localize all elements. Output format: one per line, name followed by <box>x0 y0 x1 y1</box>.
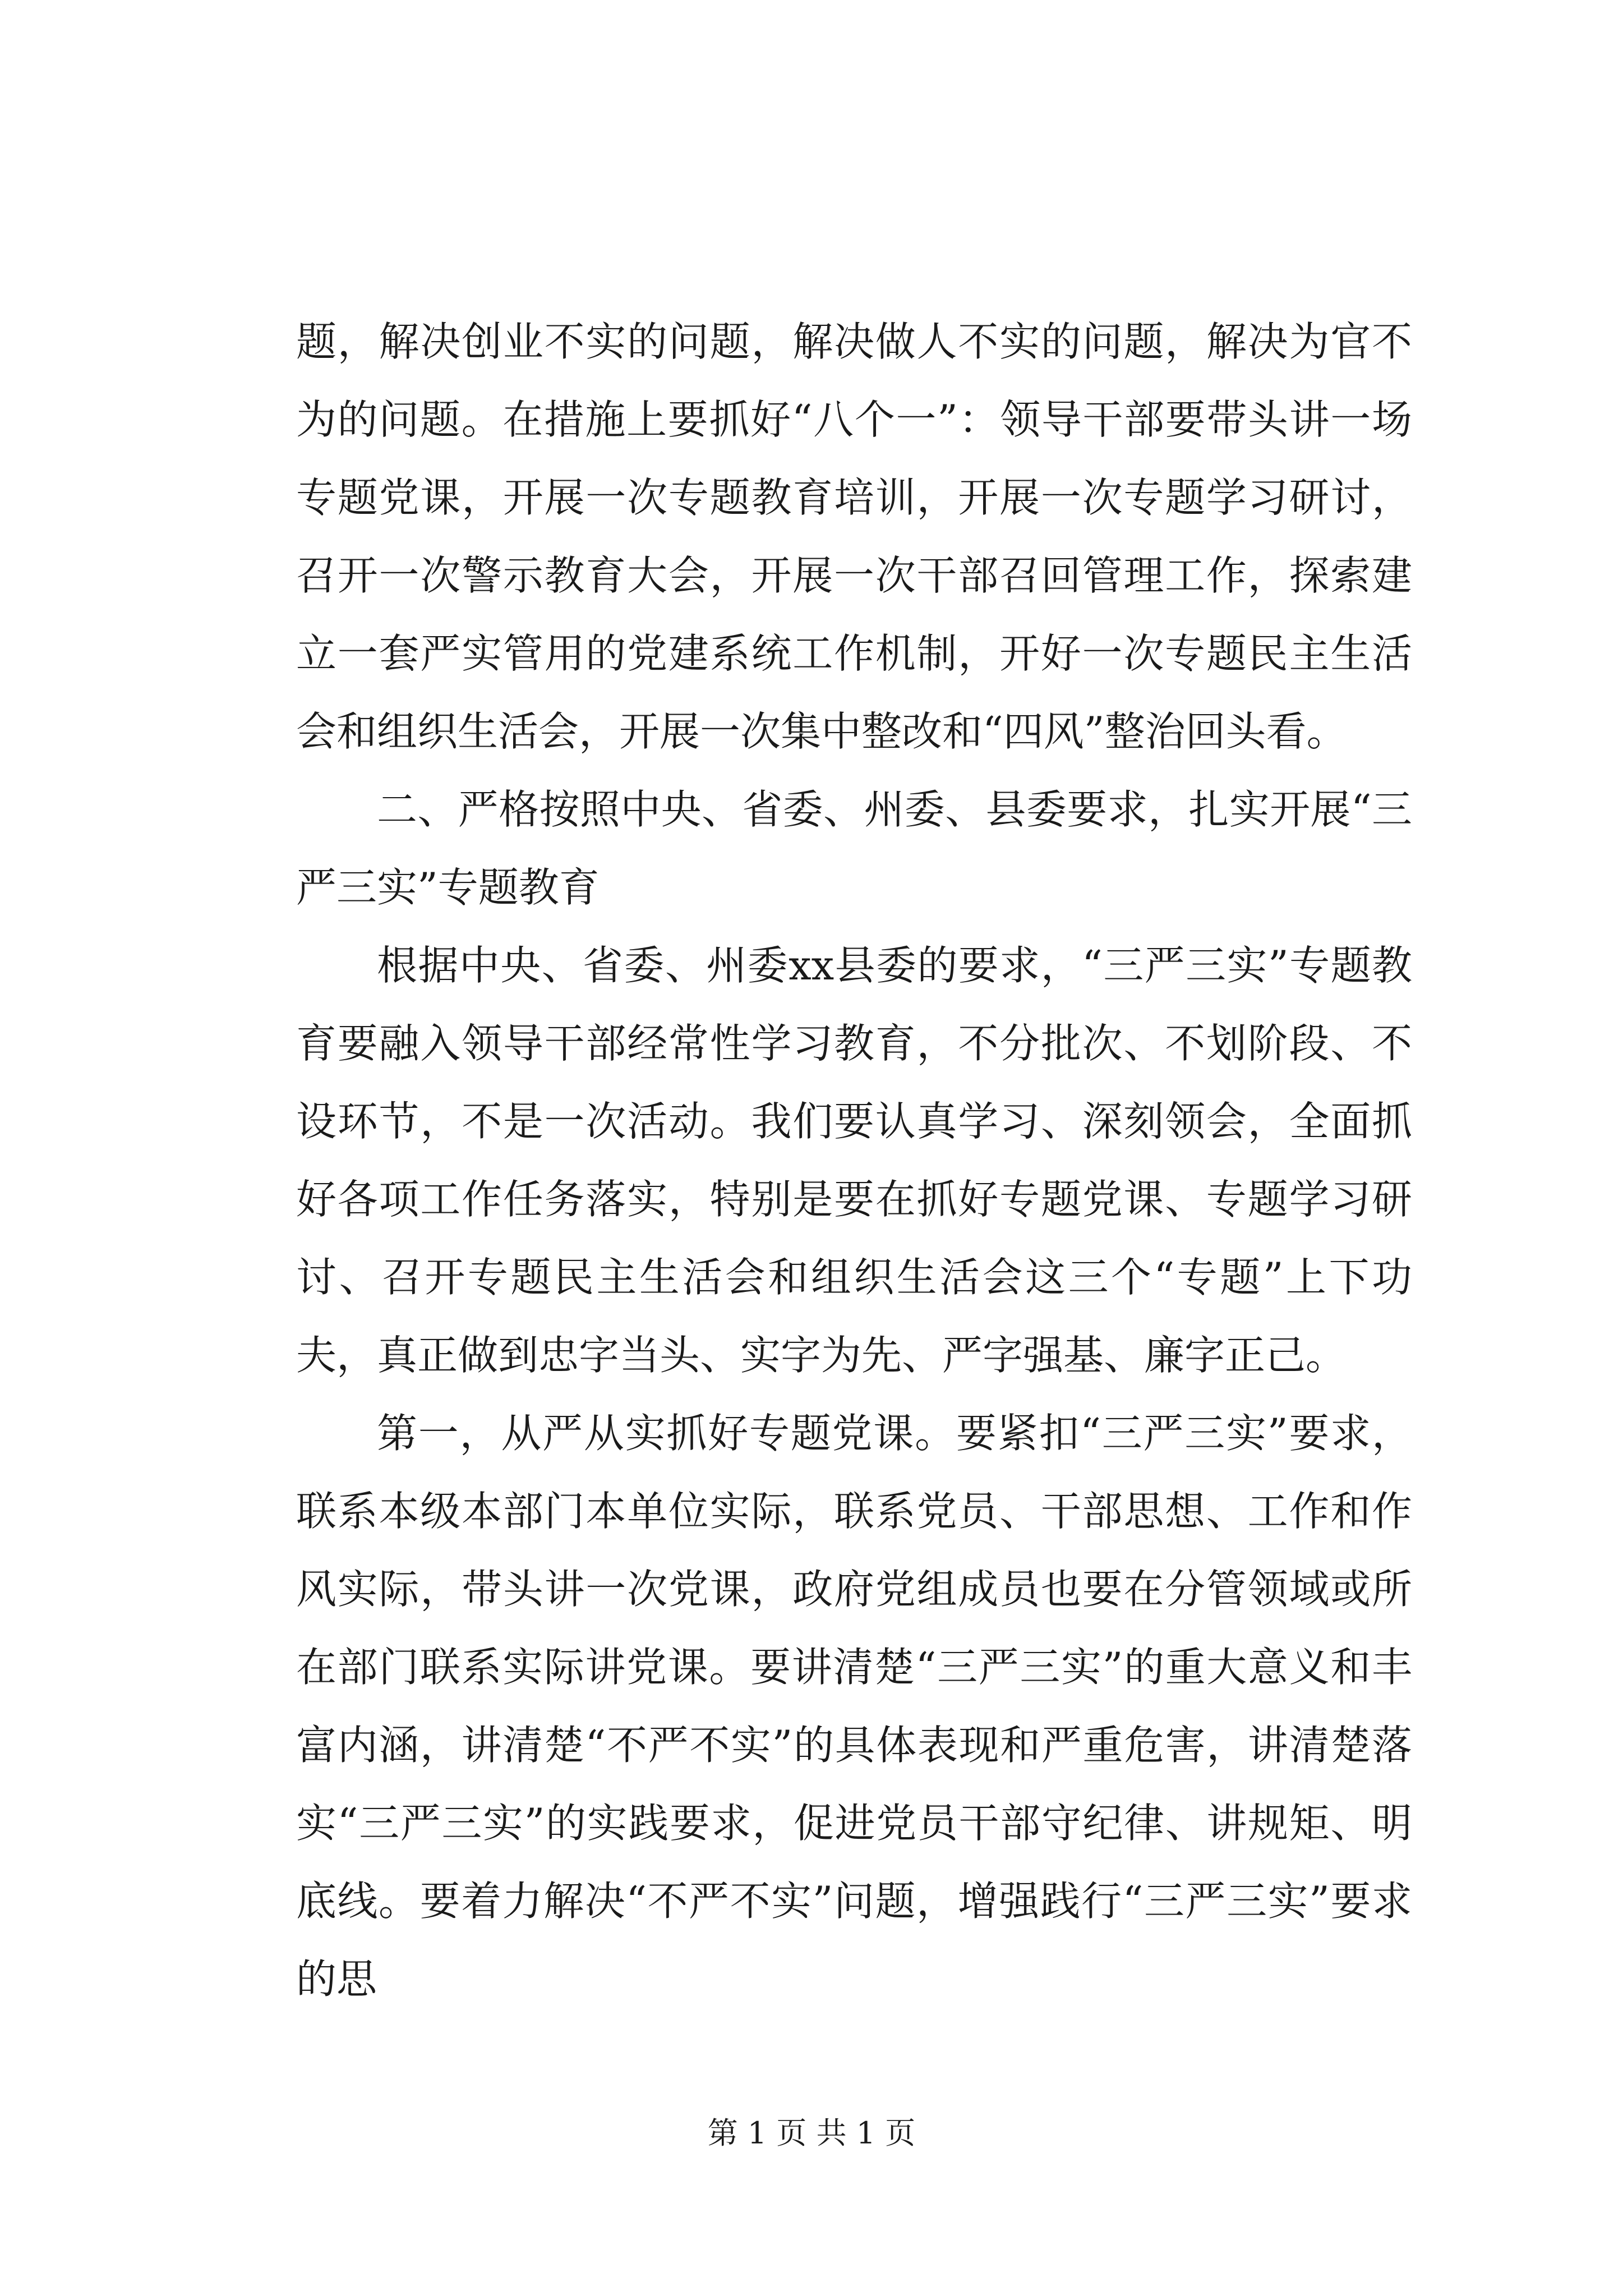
paragraph: 根据中央、省委、州委xx县委的要求，“三严三实”专题教育要融入领导干部经常性学习教育，不分批次、不划阶段、不设环节，不是一次活动。我们要认真学习、深刻领会，全面抓好各项工作任务落实，特别是要在抓好专题党课、专题学习研讨、召开专题民主生活会和组织生活会这三个“专题”上下功夫，真正做到忠字当头、实字为先、严字强基、廉字正己。 <box>296 942 1412 1379</box>
section-heading: 二、严格按照中央、省委、州委、县委要求，扎实开展“三严三实”专题教育 <box>296 786 1412 911</box>
page-footer: 第 1 页 共 1 页 <box>707 2115 916 2151</box>
paragraph-continuation: 题，解决创业不实的问题，解决做人不实的问题，解决为官不为的问题。在措施上要抓好“八个一”：领导干部要带头讲一场专题党课，开展一次专题教育培训，开展一次专题学习研讨，召开一次警示教育大会，开展一次干部召回管理工作，探索建立一套严实管用的党建系统工作机制，开好一次专题民主生活会和组织生活会，开展一次集中整改和“四风”整治回头看。 <box>296 318 1412 755</box>
paragraph: 第一，从严从实抓好专题党课。要紧扣“三严三实”要求，联系本级本部门本单位实际，联系党员、干部思想、工作和作风实际，带头讲一次党课，政府党组成员也要在分管领域或所在部门联系实际讲党课。要讲清楚“三严三实”的重大意义和丰富内涵，讲清楚“不严不实”的具体表现和严重危害，讲清楚落实“三严三实”的实践要求，促进党员干部守纪律、讲规矩、明底线。要着力解决“不严不实”问题，增强践行“三严三实”要求的思 <box>296 1410 1412 2003</box>
document-body <box>296 303 1412 2018</box>
